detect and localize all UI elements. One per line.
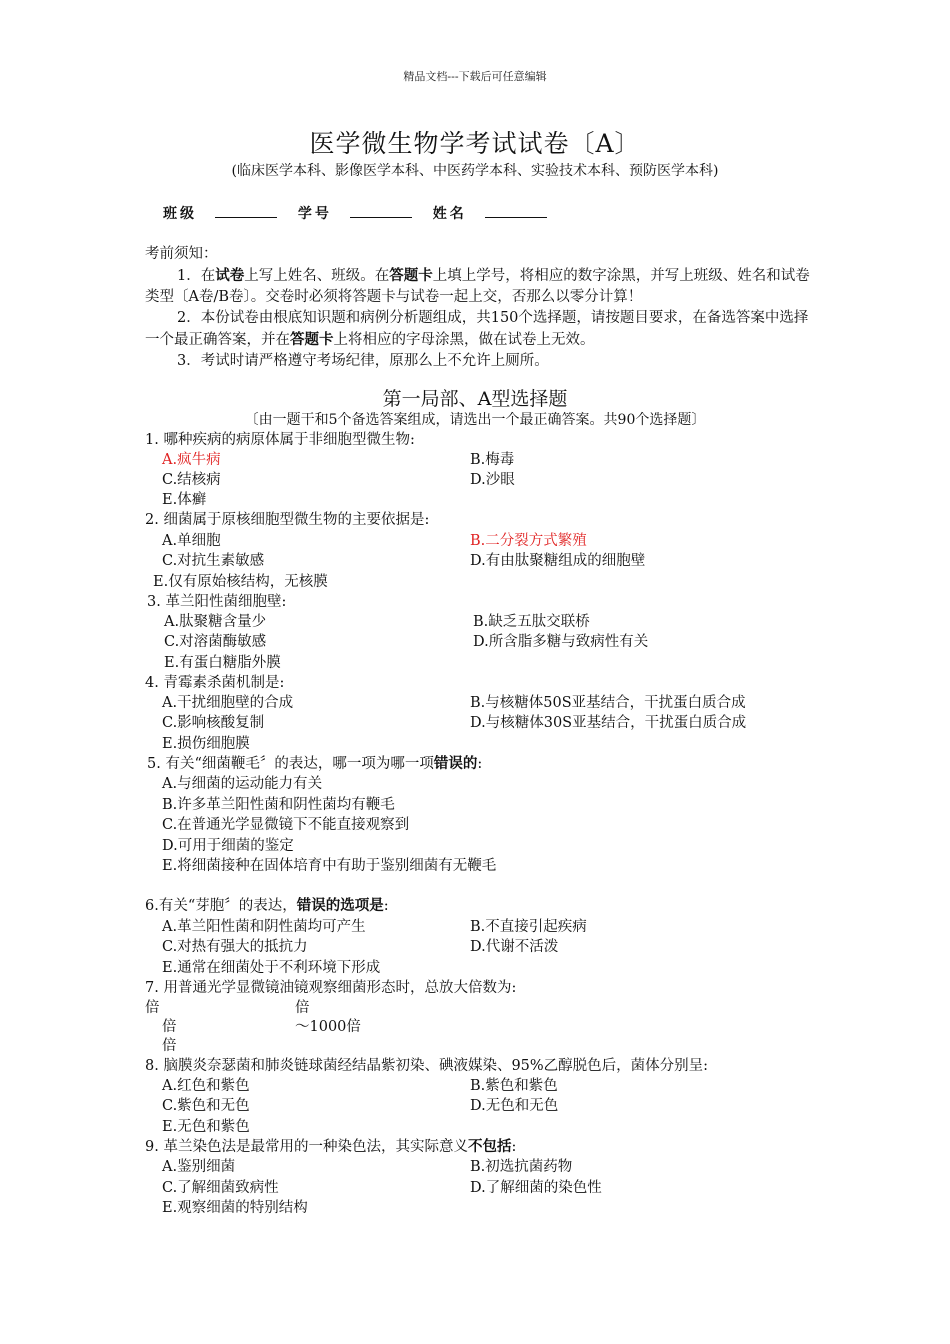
option-c: C.结核病 (162, 472, 221, 488)
option-d: D.了解细菌的染色性 (470, 1180, 602, 1196)
option-d: D.与核糖体30S亚基结合，干扰蛋白质合成 (470, 715, 747, 731)
option-d: ～1000倍 (295, 1019, 361, 1035)
notice-heading: 考前须知： (145, 246, 218, 262)
option-b: B.与核糖体50S亚基结合，干扰蛋白质合成 (470, 695, 746, 711)
option-b: B.二分裂方式繁殖 (470, 533, 587, 549)
exam-title: 医学微生物学考试试卷〔A〕 (309, 129, 641, 158)
option-c: C.对抗生素敏感 (162, 553, 265, 569)
option-a: 倍 (145, 1000, 160, 1016)
option-d: D.代谢不活泼 (470, 939, 559, 955)
option-c: C.影响核酸复制 (162, 715, 265, 731)
option-b: B.梅毒 (470, 452, 515, 468)
option-c: C.对溶菌酶敏感 (164, 634, 267, 650)
option-a: A.鉴别细菌 (162, 1159, 236, 1175)
option-e: 倍 (162, 1038, 177, 1054)
student-info-row (163, 203, 563, 223)
question-stem: 3. 革兰阳性菌细胞壁: (147, 594, 287, 610)
notice-item-3: 3．考试时请严格遵守考场纪律，原那么上不允许上厕所。 (177, 353, 549, 369)
question-stem: 4. 青霉素杀菌机制是: (145, 675, 285, 691)
option-c: C.对热有强大的抵抗力 (162, 939, 308, 955)
name-label: 姓名 (432, 206, 467, 222)
option-d: D.所含脂多糖与致病性有关 (473, 634, 649, 650)
option-b: 倍 (295, 1000, 310, 1016)
exam-notice (145, 244, 815, 372)
option-d: D.无色和无色 (470, 1098, 559, 1114)
option-b: B.许多革兰阳性菌和阴性菌均有鞭毛 (162, 797, 395, 813)
option-d: D.有由肽聚糖组成的细胞壁 (470, 553, 646, 569)
notice-item-1: 1．在试卷上写上姓名、班级。在答题卡上填上学号，将相应的数字涂黑，并写上班级、姓名和试卷类型〔A卷/B卷〕。交卷时必须将答题卡与试卷一起上交，否那么以零分计算！ (145, 267, 810, 305)
question-stem: 6.有关“芽胞〞的表达，错误的选项是: (145, 897, 389, 914)
option-d: D.沙眼 (470, 472, 515, 488)
option-e: E.将细菌接种在固体培育中有助于鉴别细菌有无鞭毛 (162, 858, 497, 874)
section-subtitle: 〔由一题干和5个备选答案组成，请选出一个最正确答案。共90个选择题〕 (244, 412, 706, 428)
section-title: 第一局部、A型选择题 (382, 388, 568, 410)
class-blank[interactable] (215, 205, 277, 218)
option-b: B.缺乏五肽交联桥 (473, 614, 590, 630)
question-stem: 7. 用普通光学显微镜油镜观察细菌形态时，总放大倍数为: (145, 980, 517, 996)
option-c: C.紫色和无色 (162, 1098, 250, 1114)
option-c: 倍 (162, 1019, 177, 1035)
option-e: E.无色和紫色 (162, 1119, 250, 1135)
option-a: A.疯牛病 (162, 452, 221, 468)
option-a: A.干扰细胞壁的合成 (162, 695, 294, 711)
option-c: C.在普通光学显微镜下不能直接观察到 (162, 817, 410, 833)
question-stem: 2. 细菌属于原核细胞型微生物的主要依据是: (145, 512, 430, 528)
question-stem: 9. 革兰染色法是最常用的一种染色法，其实际意义不包括: (145, 1138, 517, 1155)
option-c: C.了解细菌致病性 (162, 1180, 279, 1196)
option-e: E.观察细菌的特别结构 (162, 1200, 308, 1216)
option-b: B.初选抗菌药物 (470, 1159, 573, 1175)
class-label: 班级 (163, 206, 197, 222)
option-a: A.与细菌的运动能力有关 (162, 776, 323, 792)
option-b: B.不直接引起疾病 (470, 919, 587, 935)
question-stem: 8. 脑膜炎奈瑟菌和肺炎链球菌经结晶紫初染、碘液媒染、95%乙醇脱色后，菌体分别呈: (145, 1058, 709, 1074)
question-stem: 1. 哪种疾病的病原体属于非细胞型微生物: (145, 432, 415, 448)
question-stem: 5. 有关“细菌鞭毛〞的表达，哪一项为哪一项错误的: (147, 755, 483, 772)
option-d: D.可用于细菌的鉴定 (162, 838, 294, 854)
option-e: E.体癣 (162, 492, 207, 508)
option-e: E.有蛋白糖脂外膜 (164, 655, 281, 671)
exam-subtitle: (临床医学本科、影像医学本科、中医药学本科、实验技术本科、预防医学本科) (231, 163, 719, 179)
option-a: A.肽聚糖含量少 (164, 614, 267, 630)
option-e: E.仅有原始核结构，无核膜 (153, 574, 328, 590)
name-blank[interactable] (485, 205, 547, 218)
notice-item-2: 2．本份试卷由根底知识题和病例分析题组成，共150个选择题，请按题目要求，在备选答案中选择一个最正确答案，并在答题卡上将相应的字母涂黑，做在试卷上无效。 (145, 310, 809, 348)
option-a: A.红色和紫色 (162, 1078, 250, 1094)
option-b: B.紫色和紫色 (470, 1078, 558, 1094)
header-note: 精品文档---下载后可任意编辑 (403, 70, 547, 83)
option-e: E.通常在细菌处于不利环境下形成 (162, 960, 381, 976)
option-e: E.损伤细胞膜 (162, 736, 250, 752)
student-id-blank[interactable] (350, 205, 412, 218)
student-id-label: 学号 (297, 206, 332, 222)
option-a: A.单细胞 (162, 533, 221, 549)
option-a: A.革兰阳性菌和阴性菌均可产生 (162, 919, 366, 935)
